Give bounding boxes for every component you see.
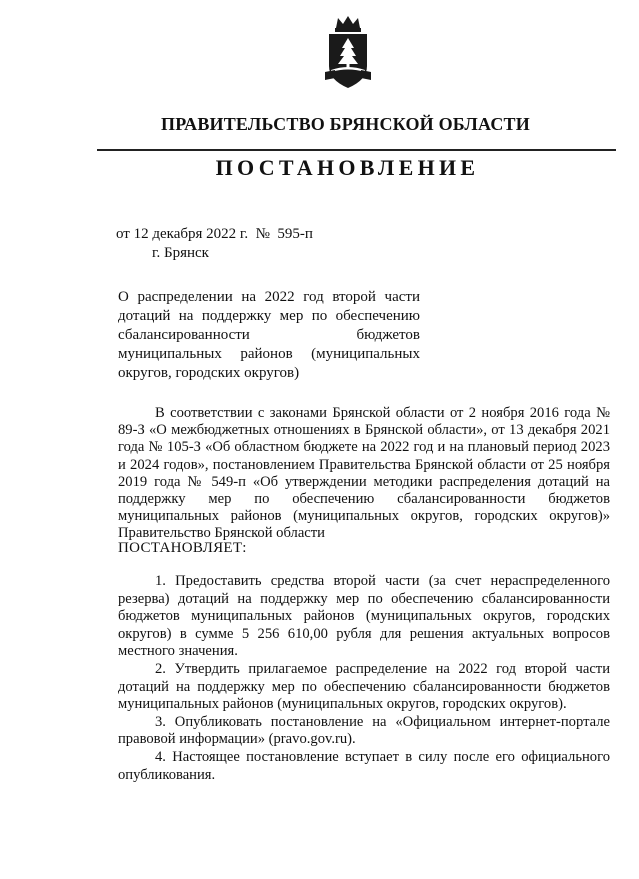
document-type-title: ПОСТАНОВЛЕНИЕ (215, 155, 480, 180)
document-subject: О распределении на 2022 год второй части дотаций на поддержку мер по обеспечению сбалансированности бюджетов муниципальных районов (муниципальных округов, городских округов) (118, 289, 420, 381)
document-city: г. Брянск (152, 245, 209, 261)
bryansk-coat-of-arms-icon (323, 14, 373, 94)
decree-item: 2. Утвердить прилагаемое распределение на 2022 год второй части дотаций на поддержку мер по обеспечению сбалансированности бюджетов муниципальных районов (муниципальных округов, городских округов). (118, 660, 610, 713)
preamble-block (118, 405, 610, 543)
preamble-paragraph: В соответствии с законами Брянской области от 2 ноября 2016 года № 89-З «О межбюджетных отношениях в Брянской области», от 13 декабря 2021 года № 105-З «Об областном бюджете на 2022 год и на плановый период 2023 и 2024 годов», постановлением Правительства Брянской области от 25 ноября 2019 года № 549-п «Об утверждении методики распределения дотаций на поддержку мер по обеспечению сбалансированности бюджетов муниципальных районов (муниципальных округов, городских округов)» Правительство Брянской области (118, 405, 610, 542)
decree-item: 4. Настоящее постановление вступает в силу после его официального опубликования. (118, 748, 610, 783)
decree-items (118, 573, 610, 784)
government-title: ПРАВИТЕЛЬСТВО БРЯНСКОЙ ОБЛАСТИ (161, 114, 530, 134)
decree-item: 1. Предоставить средства второй части (за счет нераспределенного резерва) дотаций на поддержку мер по обеспечению сбалансированности бюджетов муниципальных районов (муниципальных округов, городских округов) в сумме 5 256 610,00 рубля для решения актуальных вопросов местного значения. (118, 573, 610, 660)
document-date-number: от 12 декабря 2022 г. № 595-п (116, 226, 313, 242)
decree-word: ПОСТАНОВЛЯЕТ: (118, 540, 247, 556)
decree-item: 3. Опубликовать постановление на «Официальном интернет-портале правовой информации» (pravo.gov.ru). (118, 713, 610, 748)
header-divider (97, 149, 616, 151)
